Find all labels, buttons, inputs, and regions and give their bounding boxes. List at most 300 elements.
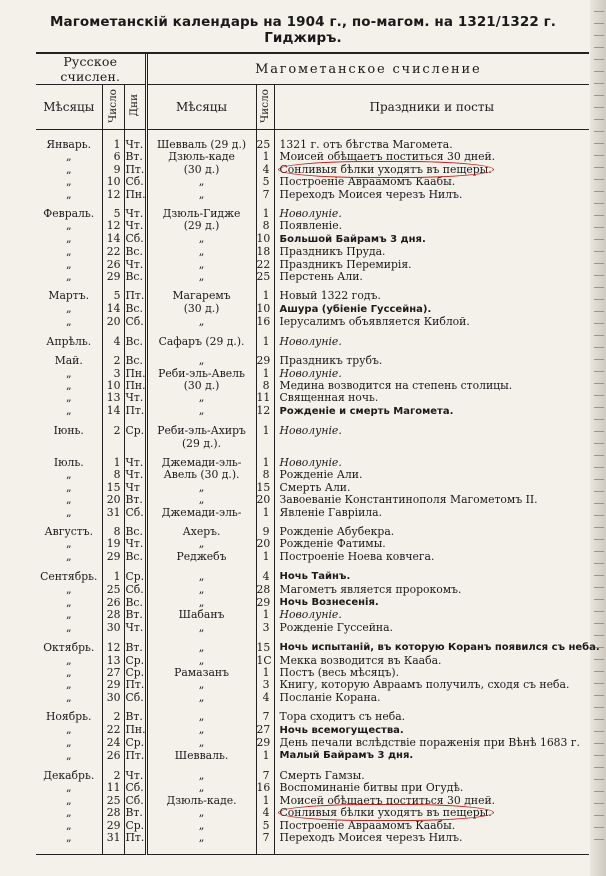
muslim-day-number (256, 336, 274, 348)
weekday-text: Вс. (125, 354, 143, 368)
muslim-day-number-text: 8 (262, 378, 270, 392)
weekday-text: Вс. (125, 302, 143, 316)
muslim-month (146, 290, 256, 302)
muslim-month-text: „ (198, 257, 205, 271)
muslim-month-text: „ (198, 480, 205, 494)
holiday-text: Мекка возводится въ Кааба. (279, 653, 442, 667)
table-row (36, 303, 589, 316)
holiday-text: Новолуніе. (279, 334, 342, 348)
muslim-month (146, 438, 256, 450)
muslim-day-number-text: 22 (256, 257, 271, 271)
russian-month (36, 303, 102, 316)
holiday-text: Моисей обѣщаетъ поститься 30 дней. (279, 150, 496, 164)
russian-month-text: „ (65, 232, 72, 246)
russian-day-number-text: 5 (113, 289, 121, 303)
russian-month-text: „ (65, 690, 72, 704)
holiday-text: Рожденіе и смерть Магомета. (279, 405, 454, 417)
holiday-text: Священная ночь. (279, 391, 379, 405)
russian-month-text: „ (65, 219, 72, 233)
table-row (36, 584, 589, 596)
weekday-text: Пт. (125, 748, 145, 762)
weekday-text: Чт. (125, 537, 144, 551)
weekday-text: Чт. (125, 219, 144, 233)
muslim-month (146, 570, 256, 583)
russian-day-number-text: 14 (106, 232, 121, 246)
muslim-day-number-text: 10 (256, 232, 271, 246)
russian-day-number (102, 596, 124, 609)
russian-day-number-text: 22 (106, 723, 121, 737)
muslim-day-number-text: 7 (262, 710, 270, 724)
holiday-text: Рожденіе Али. (279, 468, 363, 482)
muslim-month-text: „ (198, 404, 205, 418)
holiday-text: Построеніе Авраамомъ Каабы. (279, 818, 456, 832)
russian-month-text: Іюнь. (53, 424, 84, 438)
weekday-text: Сб. (125, 505, 144, 519)
holiday-text: Рожденіе Фатимы. (279, 537, 386, 551)
muslim-day-number-text: 7 (262, 187, 270, 201)
calendar-body (36, 130, 600, 855)
table-row (36, 405, 589, 418)
russian-month-text: Августъ. (44, 524, 94, 538)
russian-month-text: „ (65, 302, 72, 316)
muslim-month-text: Рамазанъ (174, 666, 229, 680)
muslim-day-number-text: 25 (256, 138, 271, 151)
russian-month (36, 130, 102, 152)
russian-month-text: „ (65, 505, 72, 519)
russian-month-text: Апрѣль. (46, 334, 92, 348)
muslim-day-number-text: 18 (256, 245, 271, 259)
russian-day-number-text: 19 (106, 537, 121, 551)
page-title: Магометанскій календарь на 1904 г., по-магом. на 1321/1322 г. Гиджиръ. (50, 14, 556, 46)
holidays-column-header: Праздники и посты (274, 85, 589, 130)
muslim-day-number (256, 290, 274, 302)
table-row (36, 551, 589, 563)
muslim-day-number (256, 392, 274, 404)
holiday (274, 233, 589, 246)
muslim-day-number-text: 20 (256, 537, 271, 551)
muslim-day-number-text: 27 (256, 723, 271, 737)
russian-month-text: „ (65, 257, 72, 271)
holiday (274, 316, 589, 328)
russian-month (36, 405, 102, 418)
muslim-day-number-text: 8 (262, 219, 270, 233)
holiday-text: День печали вслѣдствіе пораженія при Вѣнѣ 1683 г. (279, 736, 580, 750)
weekday-text: Ср. (125, 736, 145, 750)
russian-day-number-text: 25 (106, 582, 121, 596)
muslim-day-number (256, 438, 274, 450)
muslim-day-number-text: 4 (262, 162, 270, 176)
muslim-month-text: „ (198, 493, 205, 507)
russian-day-number (102, 189, 124, 201)
weekday (124, 336, 146, 348)
weekday (124, 737, 146, 749)
holiday (274, 737, 589, 749)
russian-day-number-text: 29 (106, 549, 121, 563)
muslim-day-number-text: 1 (262, 334, 270, 348)
muslim-month-text: „ (198, 690, 205, 704)
russian-month-text: „ (65, 582, 72, 596)
weekday (124, 233, 146, 246)
russian-day-number-text: 2 (113, 710, 121, 724)
russian-calendar-header: Русское счислен. (36, 54, 146, 85)
russian-month-text: „ (65, 315, 72, 329)
muslim-day-number-text: 1С (256, 653, 272, 667)
table-row (36, 130, 589, 152)
holiday (274, 271, 589, 283)
muslim-month-text: „ (198, 781, 205, 795)
weekday-text: Чт. (125, 768, 144, 782)
weekday (124, 392, 146, 404)
muslim-month-text: Ахеръ. (182, 524, 221, 538)
russian-day-number-text: 24 (106, 736, 121, 750)
muslim-day-number (256, 189, 274, 201)
holiday (274, 425, 589, 437)
weekday-text: Пн. (125, 187, 146, 201)
muslim-day-number-text: 4 (262, 569, 270, 583)
weekday (124, 711, 146, 723)
muslim-month-text: Магаремъ (172, 289, 231, 303)
table-row (36, 233, 589, 246)
russian-month (36, 570, 102, 583)
holiday (274, 832, 589, 844)
holiday (274, 584, 589, 596)
muslim-day-number-text: 4 (262, 690, 270, 704)
russian-month-text: „ (65, 678, 72, 692)
holiday-text: Сонливыя бѣлки уходятъ въ пещеры. (279, 806, 492, 820)
muslim-day-number-text: 5 (262, 175, 270, 189)
muslim-month (146, 711, 256, 723)
holiday-text: Новолуніе. (279, 455, 342, 469)
russian-day-number (102, 130, 124, 152)
holiday (274, 551, 589, 563)
russian-month-text: „ (65, 150, 72, 164)
weekday-text: Ср. (125, 666, 145, 680)
russian-day-number-text: 3 (113, 366, 121, 380)
russian-day-number-text: 10 (106, 378, 121, 392)
muslim-day-number-text: 29 (256, 595, 271, 609)
muslim-month-text: „ (198, 569, 205, 583)
russian-month-text: „ (65, 781, 72, 795)
table-row (36, 749, 589, 762)
muslim-day-number-text: 7 (262, 768, 270, 782)
holiday-text: Новый 1322 годъ. (279, 289, 381, 303)
russian-day-number (102, 507, 124, 519)
muslim-day-number (256, 570, 274, 583)
muslim-day-number (256, 596, 274, 609)
weekday-text: Чт (125, 480, 140, 494)
muslim-day-number (256, 271, 274, 283)
russian-month-text: „ (65, 468, 72, 482)
russian-day-number (102, 438, 124, 450)
muslim-day-number-text: 11 (256, 391, 271, 405)
holiday (274, 507, 589, 519)
muslim-day-number (256, 303, 274, 316)
weekday-text: Пт. (125, 830, 145, 844)
muslim-day-number-text: 20 (256, 493, 271, 507)
russian-day-number (102, 392, 124, 404)
weekday-text: Сб. (125, 582, 144, 596)
weekday (124, 189, 146, 201)
muslim-day-number-text: 16 (256, 315, 271, 329)
holiday (274, 392, 589, 404)
russian-day-number-text: 1 (113, 138, 121, 151)
russian-day-number-text: 15 (106, 480, 121, 494)
muslim-day-number-text: 1 (262, 366, 270, 380)
weekday-text: Вс. (125, 524, 143, 538)
holiday (274, 724, 589, 737)
muslim-month (146, 724, 256, 737)
muslim-day-number-text: 7 (262, 830, 270, 844)
muslim-day-number-text: 16 (256, 781, 271, 795)
holiday-text: Завоеваніе Константинополя Магометомъ II. (279, 493, 538, 507)
russian-month-text: „ (65, 748, 72, 762)
muslim-day-number-text: 3 (262, 678, 270, 692)
muslim-day-number-text: 1 (262, 289, 270, 303)
muslim-month-text: Дзюль-Гидже (162, 207, 241, 221)
muslim-month (146, 749, 256, 762)
muslim-day-number-text: 1 (262, 549, 270, 563)
russian-day-number-text: 28 (106, 608, 121, 622)
russian-month-text: „ (65, 620, 72, 634)
russian-day-number-text: 2 (113, 354, 121, 368)
russian-day-number-text: 20 (106, 315, 121, 329)
weekday-text: Вт. (125, 493, 143, 507)
russian-day-number-text: 9 (113, 162, 121, 176)
muslim-month (146, 271, 256, 283)
russian-month (36, 596, 102, 609)
muslim-month-text: Шевваль. (174, 748, 229, 762)
muslim-calendar-header: Магометанское счисление (146, 54, 589, 85)
table-row (36, 392, 589, 404)
muslim-day-number-text: 8 (262, 468, 270, 482)
russian-month-text: „ (65, 366, 72, 380)
muslim-month-text: Дзюль-каде (168, 150, 235, 164)
muslim-month (146, 392, 256, 404)
muslim-day-number (256, 832, 274, 844)
weekday (124, 316, 146, 328)
russian-day-number (102, 711, 124, 723)
russian-day-number (102, 692, 124, 704)
holiday-text: Перстень Али. (279, 270, 363, 284)
russian-day-number (102, 551, 124, 563)
weekday (124, 584, 146, 596)
holiday-text: Праздникъ Пруда. (279, 245, 386, 259)
weekday-text: Пн. (125, 723, 146, 737)
russian-month (36, 737, 102, 749)
muslim-month-text: „ (198, 640, 205, 654)
russian-month (36, 749, 102, 762)
holiday (274, 711, 589, 723)
table-row (36, 316, 589, 328)
muslim-month-text: Реби-эль-Ахиръ (157, 424, 246, 438)
muslim-month-text: (29 д.). (181, 436, 222, 450)
muslim-month-text: Реби-эль-Авель (158, 366, 245, 380)
weekday (124, 220, 146, 232)
muslim-month (146, 641, 256, 654)
russian-day-number-text: 5 (113, 207, 121, 221)
muslim-day-number-text: 4 (262, 806, 270, 820)
table-row (36, 832, 589, 844)
weekday-text: Сб. (125, 793, 144, 807)
muslim-month-text: (30 д.) (183, 162, 220, 176)
russian-day-number-text: 1 (113, 569, 121, 583)
muslim-month (146, 316, 256, 328)
russian-day-number-text: 26 (106, 595, 121, 609)
table-row (36, 189, 589, 201)
muslim-day-number (256, 622, 274, 634)
muslim-month (146, 737, 256, 749)
russian-month-text: Ноябрь. (46, 710, 92, 724)
russian-day-number-text: 29 (106, 818, 121, 832)
weekday-text: Вт. (125, 640, 143, 654)
russian-day-number-text: 14 (106, 404, 121, 418)
table-row (36, 641, 589, 654)
russian-month-text: „ (65, 723, 72, 737)
russian-day-number (102, 405, 124, 418)
weekday (124, 570, 146, 583)
russian-month-text: „ (65, 653, 72, 667)
weekday-text: Вт. (125, 608, 143, 622)
muslim-day-number (256, 584, 274, 596)
weekday (124, 507, 146, 519)
holiday-text: Рожденіе Гуссейна. (279, 620, 393, 634)
holiday (274, 622, 589, 634)
russian-day-number-text: 27 (106, 666, 121, 680)
russian-month-text: Февраль. (43, 207, 95, 221)
russian-month-text: „ (65, 404, 72, 418)
russian-month-text: „ (65, 818, 72, 832)
muslim-day-number (256, 737, 274, 749)
muslim-month-text: „ (198, 806, 205, 820)
russian-month (36, 336, 102, 348)
holiday-text: Праздникъ трубъ. (279, 354, 383, 368)
russian-month-text: „ (65, 736, 72, 750)
weekday-text: Вс. (125, 245, 143, 259)
holiday (274, 692, 589, 704)
weekday (124, 622, 146, 634)
russian-month-text: Іюль. (53, 455, 84, 469)
russian-day-number-text: 4 (113, 334, 121, 348)
weekday (124, 724, 146, 737)
russian-month-text: „ (65, 595, 72, 609)
russian-month-text: „ (65, 391, 72, 405)
holiday-text: Смерть Али. (279, 480, 351, 494)
russian-month-text: „ (65, 493, 72, 507)
muslim-month (146, 336, 256, 348)
holiday-text: Новолуніе. (279, 608, 342, 622)
muslim-day-number-text: 1 (262, 150, 270, 164)
holiday-text: Смерть Гамзы. (279, 768, 365, 782)
russian-month-text: Январь. (46, 138, 92, 151)
muslim-day-number (256, 724, 274, 737)
russian-month (36, 641, 102, 654)
russian-month-text: „ (65, 806, 72, 820)
weekday-text: Сб. (125, 175, 144, 189)
muslim-day-number (256, 692, 274, 704)
russian-month (36, 392, 102, 404)
russian-day-number (102, 584, 124, 596)
holiday (274, 303, 589, 316)
muslim-day-number (256, 641, 274, 654)
weekday (124, 749, 146, 762)
holiday-text: Медина возводится на степень столицы. (279, 378, 513, 392)
muslim-day-number-text: 25 (256, 270, 271, 284)
muslim-day-number-text: 1 (262, 793, 270, 807)
muslim-day-number-text: 15 (256, 640, 271, 654)
russian-month (36, 233, 102, 246)
muslim-day-number (256, 711, 274, 723)
russian-day-number (102, 425, 124, 437)
holiday-text: Ашура (убіеніе Гуссейна). (279, 303, 432, 315)
holiday-text: Новолуніе. (279, 424, 342, 438)
muslim-month-text: „ (198, 736, 205, 750)
muslim-month-text: Джемади-эль- (161, 455, 242, 469)
weekday-text: Пт. (125, 678, 145, 692)
muslim-month-text: „ (198, 710, 205, 724)
russian-month (36, 189, 102, 201)
holiday-text: Построеніе Авраамомъ Каабы. (279, 175, 456, 189)
holiday-text: Построеніе Ноева ковчега. (279, 549, 435, 563)
russian-day-number-text: 2 (113, 768, 121, 782)
holiday (274, 130, 589, 152)
russian-day-number-text: 12 (106, 187, 121, 201)
muslim-month-text: „ (198, 391, 205, 405)
holiday-text: Ночь Вознесенія. (279, 597, 379, 608)
muslim-month-text: Реджебъ (176, 549, 227, 563)
russian-day-number-text: 30 (106, 620, 121, 634)
muslim-month (146, 189, 256, 201)
muslim-day-number-text: 5 (262, 818, 270, 832)
russian-month (36, 290, 102, 302)
muslim-month-text: „ (198, 653, 205, 667)
russian-month-text: Октябрь. (43, 640, 95, 654)
russian-month-text: „ (65, 162, 72, 176)
russian-day-number (102, 316, 124, 328)
russian-month-text: „ (65, 245, 72, 259)
holiday-text: Воспоминаніе битвы при Огудѣ. (279, 781, 464, 795)
weekday (124, 692, 146, 704)
russian-month-text: „ (65, 378, 72, 392)
weekday-text: Вс. (125, 549, 143, 563)
holiday (274, 641, 600, 654)
holiday-text: Іерусалимъ объявляется Киблой. (279, 315, 470, 329)
weekday-text: Чт. (125, 620, 144, 634)
calendar-table (36, 52, 600, 855)
russian-month (36, 724, 102, 737)
muslim-month-text: Джемади-эль- (161, 505, 242, 519)
weekday-text: Ср. (125, 569, 145, 583)
muslim-number-column-header: Число (256, 85, 274, 130)
weekday-text: Сб. (125, 690, 144, 704)
russian-month-text: „ (65, 666, 72, 680)
russian-month (36, 711, 102, 723)
muslim-day-number-text: 28 (256, 582, 271, 596)
russian-day-number (102, 832, 124, 844)
muslim-day-number-text: 1 (262, 455, 270, 469)
muslim-month (146, 596, 256, 609)
muslim-day-number (256, 551, 274, 563)
russian-day-number-text: 29 (106, 678, 121, 692)
muslim-month-text: „ (198, 768, 205, 782)
muslim-month-text: Сафаръ (29 д.). (158, 334, 245, 348)
russian-month (36, 622, 102, 634)
russian-month (36, 832, 102, 844)
holiday-text: Появленіе. (279, 219, 343, 233)
holiday-text: 1321 г. отъ бѣгства Магомета. (279, 138, 453, 151)
muslim-day-number (256, 233, 274, 246)
muslim-month-text: „ (198, 315, 205, 329)
holiday-text: Магометъ является пророкомъ. (279, 582, 462, 596)
